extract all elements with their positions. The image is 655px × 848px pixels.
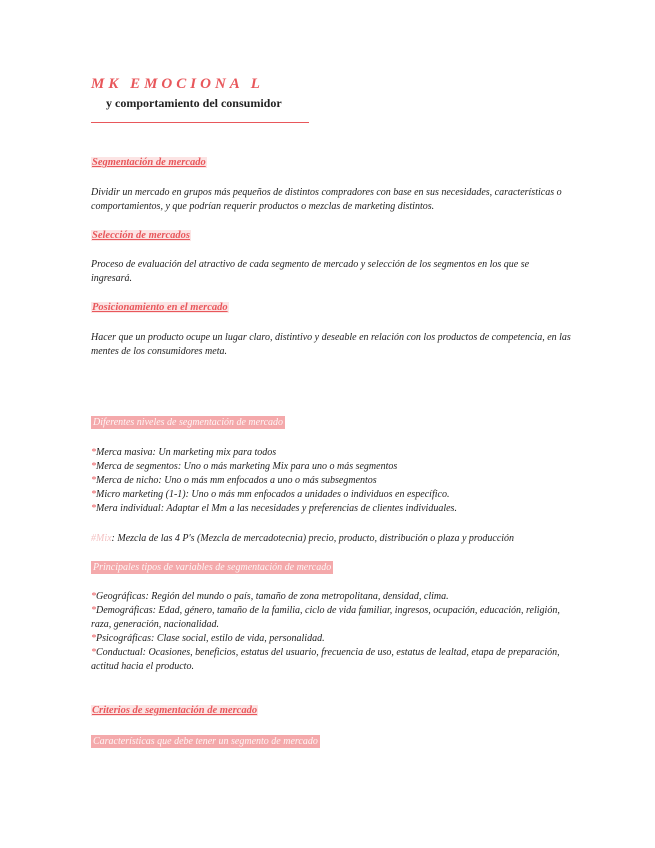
list-item: *Merca de nicho: Uno o más mm enfocados a uno o más subsegmentos [91,475,377,486]
title-divider [91,122,309,123]
mix-label: #Mix [91,533,112,544]
mix-text: : Mezcla de las 4 P's (Mezcla de mercadotecnia) precio, producto, distribución o plaza y producción [111,533,515,544]
document-subtitle: y comportamiento del consumidor [106,96,282,110]
heading-criterios: Criterios de segmentación de mercado [92,705,258,716]
paragraph-posicionamiento: Hacer que un producto ocupe un lugar claro, distintivo y deseable en relación con los productos de competencia, en las mentes de los consumidores meta. [91,332,571,357]
bullet-star-icon: * [91,633,96,644]
bullet-star-icon: * [91,503,96,514]
paragraph-segmentacion: Dividir un mercado en grupos más pequeños de distintos compradores con base en sus necesidades, características o comportamientos, y que podrían requerir productos o mezclas de marketing distintos. [91,187,562,212]
banner-criterios: Características que debe tener un segmento de mercado [93,736,318,747]
bullet-star-icon: * [91,461,96,472]
list-item: *Mera individual: Adaptar el Mm a las necesidades y preferencias de clientes individuales. [91,503,457,514]
list-item: *Micro marketing (1-1): Uno o más mm enfocados a unidades o individuos en específico. [91,489,450,500]
mix-definition [91,533,514,544]
heading-segmentacion: Segmentación de mercado [92,157,206,168]
list-item: *Psicográficas: Clase social, estilo de vida, personalidad. [91,633,325,644]
bullet-star-icon: * [91,489,96,500]
bullet-star-icon: * [91,605,96,616]
list-niveles [91,446,571,516]
bullet-star-icon: * [91,591,96,602]
paragraph-seleccion: Proceso de evaluación del atractivo de cada segmento de mercado y selección de los segmentos en los que se ingresará. [91,259,530,284]
banner-variables: Principales tipos de variables de segmentación de mercado [93,562,332,573]
heading-seleccion: Selección de mercados [92,230,190,241]
bullet-star-icon: * [91,447,96,458]
bullet-star-icon: * [91,475,96,486]
list-item: *Conductual: Ocasiones, beneficios, estatus del usuario, frecuencia de uso, estatus de lealtad, etapa de preparación, actitud hacia el producto. [91,647,560,672]
list-item: *Geográficas: Región del mundo o país, tamaño de zona metropolitana, densidad, clima. [91,591,449,602]
list-item: *Demográficas: Edad, género, tamaño de la familia, ciclo de vida familiar, ingresos, ocupación, educación, religión, raza, generación, nacionalidad. [91,605,560,630]
list-variables [91,590,571,674]
document-title: MK EMOCIONA L [91,76,264,92]
bullet-star-icon: * [91,647,96,658]
list-item: *Merca masiva: Un marketing mix para todos [91,447,277,458]
heading-posicionamiento: Posicionamiento en el mercado [92,302,228,313]
banner-niveles: Diferentes niveles de segmentación de mercado [93,417,284,428]
list-item: *Merca de segmentos: Uno o más marketing Mix para uno o más segmentos [91,461,398,472]
